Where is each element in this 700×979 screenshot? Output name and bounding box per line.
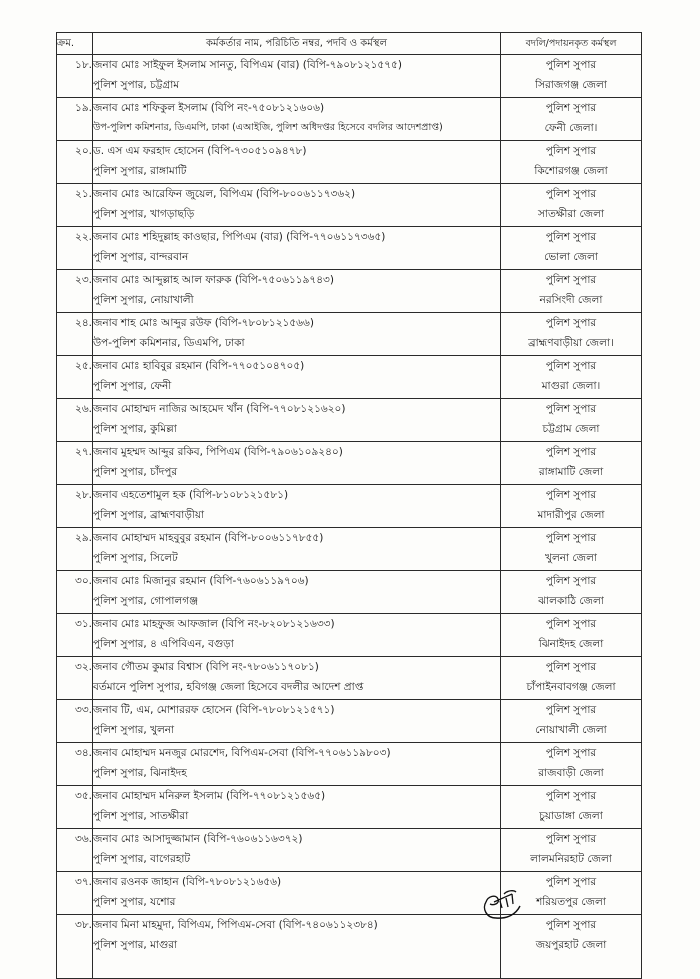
table-row (57, 141, 642, 184)
officer-name-id: জনাব মোহাম্মদ মনিরুল ইসলাম (বিপি-৭৭০৮১২১৫৬৫) (93, 790, 326, 802)
header-new-posting: বদলি/পদায়নকৃত কর্মস্থল (501, 33, 642, 55)
new-post-title: পুলিশ সুপার (545, 575, 597, 587)
new-posting-cell (501, 915, 642, 979)
officer-name-id: জনাব এহতেশামুল হক (বিপি-৮১০৮১২১৫৮১) (93, 489, 289, 501)
officer-name-id: জনাব মোঃ হাবিবুর রহমান (বিপি-৭৭০৫১০৪৭০৫) (93, 360, 305, 372)
officer-cell (93, 829, 501, 872)
officer-current-post: পুলিশ সুপার, ৪ এপিবিএন, বগুড়া (93, 638, 234, 650)
officer-name-id: জনাব মোঃ মিজানুর রহমান (বিপি-৭৬০৬১১৯৭০৬) (93, 575, 309, 587)
officer-name-id: জনাব মোঃ শফিকুল ইসলাম (বিপি নং-৭৫০৮১২১৬০৬) (93, 102, 325, 114)
serial-cell: ৩৬. (57, 829, 93, 872)
officer-cell (93, 528, 501, 571)
officer-name-id: জনাব মোহাম্মদ মনজুর মোরশেদ, বিপিএম-সেবা (বিপি-৭৭০৬১১৯৮০৩) (93, 747, 391, 759)
table-row (57, 657, 642, 700)
officer-cell (93, 399, 501, 442)
officer-cell (93, 442, 501, 485)
new-post-title: পুলিশ সুপার (545, 403, 597, 415)
table-body (57, 55, 642, 979)
new-posting-cell (501, 313, 642, 356)
new-post-title: পুলিশ সুপার (545, 618, 597, 630)
table-row (57, 786, 642, 829)
table-row (57, 184, 642, 227)
officer-current-post: পুলিশ সুপার, ফেনী (93, 380, 172, 392)
serial-cell: ৩২. (57, 657, 93, 700)
serial-cell: ২২. (57, 227, 93, 270)
new-posting-cell (501, 571, 642, 614)
table-row (57, 270, 642, 313)
officer-current-post: উপ-পুলিশ কমিশনার, ডিএমপি, ঢাকা (এআইজি, পুলিশ অধিদপ্তর হিসেবে বদলির আদেশপ্রাপ্ত) (93, 122, 443, 133)
new-post-title: পুলিশ সুপার (545, 59, 597, 71)
table-row (57, 399, 642, 442)
officer-cell (93, 614, 501, 657)
transfer-list-table (56, 32, 642, 979)
new-post-district: চাঁপাইনবাবগঞ্জ জেলা (526, 681, 616, 693)
new-post-district: নোয়াখালী জেলা (535, 724, 607, 736)
new-posting-cell (501, 442, 642, 485)
new-post-title: পুলিশ সুপার (545, 661, 597, 673)
new-post-district: শরিয়তপুর জেলা (536, 896, 606, 908)
new-post-title: পুলিশ সুপার (545, 704, 597, 716)
officer-current-post: পুলিশ সুপার, কুমিল্লা (93, 423, 177, 435)
officer-cell (93, 313, 501, 356)
officer-name-id: ড. এস এম ফরহাদ হোসেন (বিপি-৭৩০৫১০৯৪৭৮) (93, 145, 307, 157)
officer-current-post: পুলিশ সুপার, বান্দরবান (93, 251, 189, 263)
new-post-district: খুলনা জেলা (545, 552, 597, 564)
officer-cell (93, 270, 501, 313)
officer-current-post: পুলিশ সুপার, ব্রাহ্মণবাড়ীয়া (93, 509, 205, 521)
table-row (57, 700, 642, 743)
new-posting-cell (501, 528, 642, 571)
new-post-district: ঝালকাঠি জেলা (538, 595, 604, 607)
officer-current-post: পুলিশ সুপার, খুলনা (93, 724, 175, 736)
serial-cell: ৩০. (57, 571, 93, 614)
officer-cell (93, 485, 501, 528)
officer-current-post: পুলিশ সুপার, নোয়াখালী (93, 294, 194, 306)
header-serial: ক্রম. (57, 33, 93, 55)
officer-cell (93, 356, 501, 399)
officer-current-post: পুলিশ সুপার, খাগড়াছড়ি (93, 208, 195, 220)
officer-name-id: জনাব মোঃ মাহফুজ আফজাল (বিপি নং-৮২০৮১২১৬৩৩) (93, 618, 335, 630)
table-row (57, 442, 642, 485)
new-post-title: পুলিশ সুপার (545, 360, 597, 372)
serial-cell: ২৬. (57, 399, 93, 442)
serial-cell: ২৯. (57, 528, 93, 571)
table-row (57, 485, 642, 528)
serial-cell: ২৭. (57, 442, 93, 485)
new-post-district: মাগুরা জেলা। (541, 380, 601, 392)
serial-cell: ২১. (57, 184, 93, 227)
new-post-title: পুলিশ সুপার (545, 532, 597, 544)
table-row (57, 571, 642, 614)
officer-current-post: পুলিশ সুপার, সিলেট (93, 552, 178, 564)
new-posting-cell (501, 743, 642, 786)
serial-cell: ২৪. (57, 313, 93, 356)
new-post-district: জয়পুরহাট জেলা (535, 939, 607, 951)
new-post-district: ঝিনাইদহ জেলা (538, 638, 604, 650)
new-post-district: চুয়াডাঙ্গা জেলা (539, 810, 603, 822)
new-posting-cell (501, 55, 642, 98)
officer-name-id: জনাব মোহাম্মদ মাহবুবুর রহমান (বিপি-৮০০৬১১৭৮৫৫) (93, 532, 324, 544)
officer-name-id: জনাব মোহাম্মদ নাজির আহমেদ খাঁন (বিপি-৭৭০৮১২১৬২০) (93, 403, 346, 415)
new-post-title: পুলিশ সুপার (545, 102, 597, 114)
serial-cell: ৩৭. (57, 872, 93, 915)
serial-cell: ২৫. (57, 356, 93, 399)
officer-name-id: জনাব শাহ মোঃ আব্দুর রউফ (বিপি-৭৮০৮১২১৫৬৬) (93, 317, 314, 329)
officer-cell (93, 700, 501, 743)
new-posting-cell (501, 141, 642, 184)
officer-current-post: পুলিশ সুপার, যশোর (93, 896, 176, 908)
table-row (57, 829, 642, 872)
header-name-details: কর্মকর্তার নাম, পরিচিতি নম্বর, পদবি ও কর্মস্থল (93, 33, 501, 55)
new-post-district: সাতক্ষীরা জেলা (537, 208, 605, 220)
officer-cell (93, 786, 501, 829)
officer-name-id: জনাব মোঃ আরেফিন জুয়েল, বিপিএম (বিপি-৮০০৬১১৭৩৬২) (93, 188, 356, 200)
new-post-district: চট্টগ্রাম জেলা (542, 423, 600, 435)
officer-name-id: জনাব গৌতম কুমার বিশ্বাস (বিপি নং-৭৮০৬১১৭০৮১) (93, 661, 319, 673)
officer-name-id: জনাব রওনক জাহান (বিপি-৭৮০৮১২১৬৫৬) (93, 876, 282, 888)
serial-cell: ২৩. (57, 270, 93, 313)
officer-current-post: পুলিশ সুপার, সাতক্ষীরা (93, 810, 189, 822)
officer-current-post: পুলিশ সুপার, গোপালগঞ্জ (93, 595, 199, 607)
new-post-title: পুলিশ সুপার (545, 274, 597, 286)
serial-cell: ৩৪. (57, 743, 93, 786)
new-post-district: ব্রাহ্মণবাড়ীয়া জেলা। (528, 337, 614, 349)
new-posting-cell (501, 829, 642, 872)
serial-cell: ১৮. (57, 55, 93, 98)
new-post-district: ফেনী জেলা। (544, 122, 598, 134)
serial-cell: ৩৫. (57, 786, 93, 829)
new-posting-cell (501, 184, 642, 227)
officer-current-post: পুলিশ সুপার, মাগুরা (93, 939, 178, 951)
signature-icon (478, 888, 528, 924)
new-posting-cell (501, 227, 642, 270)
serial-cell: ৩৮. (57, 915, 93, 979)
officer-current-post: পুলিশ সুপার, চট্টগ্রাম (93, 79, 180, 91)
table-row (57, 356, 642, 399)
officer-cell (93, 915, 501, 979)
table-row (57, 614, 642, 657)
officer-current-post: উপ-পুলিশ কমিশনার, ডিএমপি, ঢাকা (93, 337, 245, 349)
officer-name-id: জনাব মোঃ সাইফুল ইসলাম সানতু, বিপিএম (বার) (বিপি-৭৯০৮১২১৫৭৫) (93, 59, 402, 71)
officer-name-id: জনাব মোঃ আব্দুল্লাহ আল ফারুক (বিপি-৭৫০৬১১৯৭৪৩) (93, 274, 334, 286)
officer-name-id: জনাব মোঃ আসাদুজ্জামান (বিপি-৭৬০৬১১৬৩৭২) (93, 833, 303, 845)
officer-name-id: জনাব টি, এম, মোশাররফ হোসেন (বিপি-৭৮০৮১২১৫৭১) (93, 704, 335, 716)
serial-cell: ৩৩. (57, 700, 93, 743)
officer-cell (93, 141, 501, 184)
table-row (57, 528, 642, 571)
new-posting-cell (501, 356, 642, 399)
officer-cell (93, 98, 501, 141)
new-post-district: মাদারীপুর জেলা (537, 509, 605, 521)
officer-current-post: বর্তমানে পুলিশ সুপার, হবিগঞ্জ জেলা হিসেবে বদলীর আদেশ প্রাপ্ত (93, 681, 364, 693)
officer-cell (93, 184, 501, 227)
new-post-district: ভোলা জেলা (544, 251, 598, 263)
table-row (57, 743, 642, 786)
new-post-district: লালমনিরহাট জেলা (530, 853, 612, 865)
officer-cell (93, 571, 501, 614)
table-header-row (57, 33, 642, 55)
table-row (57, 55, 642, 98)
new-post-title: পুলিশ সুপার (545, 145, 597, 157)
officer-cell (93, 743, 501, 786)
new-post-title: পুলিশ সুপার (545, 790, 597, 802)
new-post-district: সিরাজগঞ্জ জেলা (535, 79, 607, 91)
officer-current-post: পুলিশ সুপার, ঝিনাইদহ (93, 767, 187, 779)
officer-cell (93, 227, 501, 270)
new-posting-cell (501, 399, 642, 442)
officer-name-id: জনাব মোঃ শহিদুল্লাহ কাওছার, পিপিএম (বার) (বিপি-৭৭০৬১১৭৩৬৫) (93, 231, 386, 243)
table-row (57, 98, 642, 141)
table-row (57, 872, 642, 915)
new-post-district: রাঙ্গামাটি জেলা (538, 466, 604, 478)
officer-cell (93, 55, 501, 98)
new-posting-cell (501, 614, 642, 657)
table-row (57, 313, 642, 356)
serial-cell: ১৯. (57, 98, 93, 141)
new-post-title: পুলিশ সুপার (545, 747, 597, 759)
serial-cell: ২৮. (57, 485, 93, 528)
new-post-title: পুলিশ সুপার (545, 919, 597, 931)
new-post-title: পুলিশ সুপার (545, 231, 597, 243)
new-posting-cell (501, 786, 642, 829)
new-post-title: পুলিশ সুপার (545, 489, 597, 501)
new-posting-cell (501, 485, 642, 528)
new-post-title: পুলিশ সুপার (545, 317, 597, 329)
new-post-title: পুলিশ সুপার (545, 446, 597, 458)
new-post-title: পুলিশ সুপার (545, 833, 597, 845)
serial-cell: ৩১. (57, 614, 93, 657)
new-post-district: রাজবাড়ী জেলা (538, 767, 604, 779)
new-posting-cell (501, 657, 642, 700)
officer-name-id: জনাব মুহম্মদ আব্দুর রকিব, পিপিএম (বিপি-৭৯০৬১০৯২৪০) (93, 446, 343, 458)
table-row (57, 915, 642, 979)
new-posting-cell (501, 98, 642, 141)
officer-current-post: পুলিশ সুপার, বাগেরহাট (93, 853, 191, 865)
officer-cell (93, 872, 501, 915)
new-post-district: নরসিংদী জেলা (539, 294, 603, 306)
table-row (57, 227, 642, 270)
new-posting-cell (501, 270, 642, 313)
officer-cell (93, 657, 501, 700)
officer-current-post: পুলিশ সুপার, রাঙ্গামাটি (93, 165, 187, 177)
new-post-title: পুলিশ সুপার (545, 188, 597, 200)
new-post-district: কিশোরগঞ্জ জেলা (534, 165, 608, 177)
new-posting-cell (501, 700, 642, 743)
officer-name-id: জনাব মিনা মাহমুদা, বিপিএম, পিপিএম-সেবা (বিপি-৭৪০৬১১২৩৮৪) (93, 919, 378, 931)
officer-current-post: পুলিশ সুপার, চাঁদপুর (93, 466, 178, 478)
serial-cell: ২০. (57, 141, 93, 184)
new-post-title: পুলিশ সুপার (545, 876, 597, 888)
